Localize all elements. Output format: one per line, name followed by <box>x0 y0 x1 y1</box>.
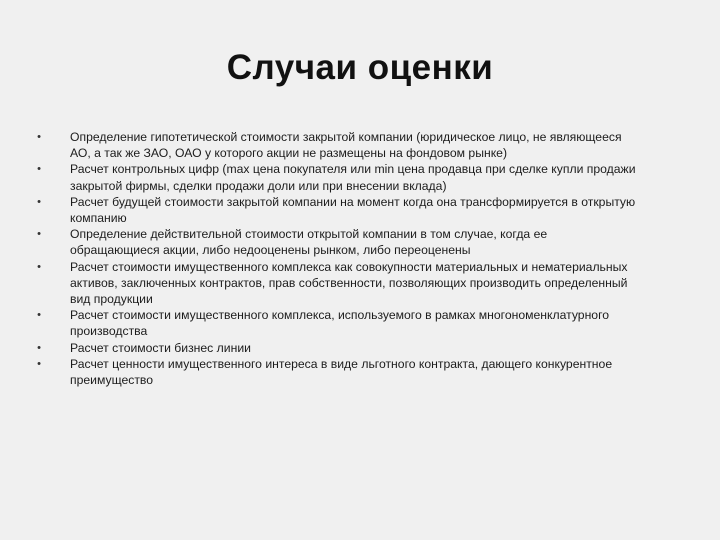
bullet-item <box>34 226 640 258</box>
bullet-dot-icon: • <box>37 228 41 241</box>
bullet-dot-icon: • <box>37 357 41 370</box>
bullet-text: Определение гипотетической стоимости закрытой компании (юридическое лицо, не являющееся АО, а так же ЗАО, ОАО у которого акции не размещены на фондовом рынке) <box>70 130 622 161</box>
bullet-item <box>34 259 640 308</box>
bullet-item <box>34 129 640 161</box>
bullet-item <box>34 161 640 193</box>
bullet-text: Определение действительной стоимости открытой компании в том случае, когда ее обращающиеся акции, либо недооценены рынком, либо переоценены <box>70 227 548 258</box>
bullet-text: Расчет ценности имущественного интереса в виде льготного контракта, дающего конкурентное преимущество <box>70 356 613 388</box>
bullet-text: Расчет стоимости имущественного комплекса как совокупности материальных и нематериальных активов, заключенных контрактов, прав собственности, позволяющих производить определенный вид продукции <box>70 259 628 307</box>
bullet-dot-icon: • <box>37 195 41 208</box>
bullet-item <box>34 340 640 356</box>
bullet-list <box>34 129 640 388</box>
bullet-text: Расчет стоимости бизнес линии <box>70 340 251 355</box>
bullet-item <box>34 356 640 388</box>
bullet-dot-icon: • <box>37 341 41 354</box>
bullet-text: Расчет контрольных цифр (max цена покупателя или min цена продавца при сделке купли продажи закрытой фирмы, сделки продажи доли или при внесении вклада) <box>70 162 636 193</box>
slide-title: Случаи оценки <box>226 48 494 87</box>
bullet-dot-icon: • <box>37 131 41 143</box>
bullet-dot-icon: • <box>37 260 41 273</box>
bullet-dot-icon: • <box>37 309 41 322</box>
bullet-text: Расчет будущей стоимости закрытой компании на момент когда она трансформируется в открытую компанию <box>70 194 636 226</box>
bullet-text: Расчет стоимости имущественного комплекса, используемого в рамках многономенклатурного производства <box>70 308 610 339</box>
bullet-item <box>34 194 640 226</box>
bullet-dot-icon: • <box>37 163 41 176</box>
bullet-item <box>34 307 640 339</box>
